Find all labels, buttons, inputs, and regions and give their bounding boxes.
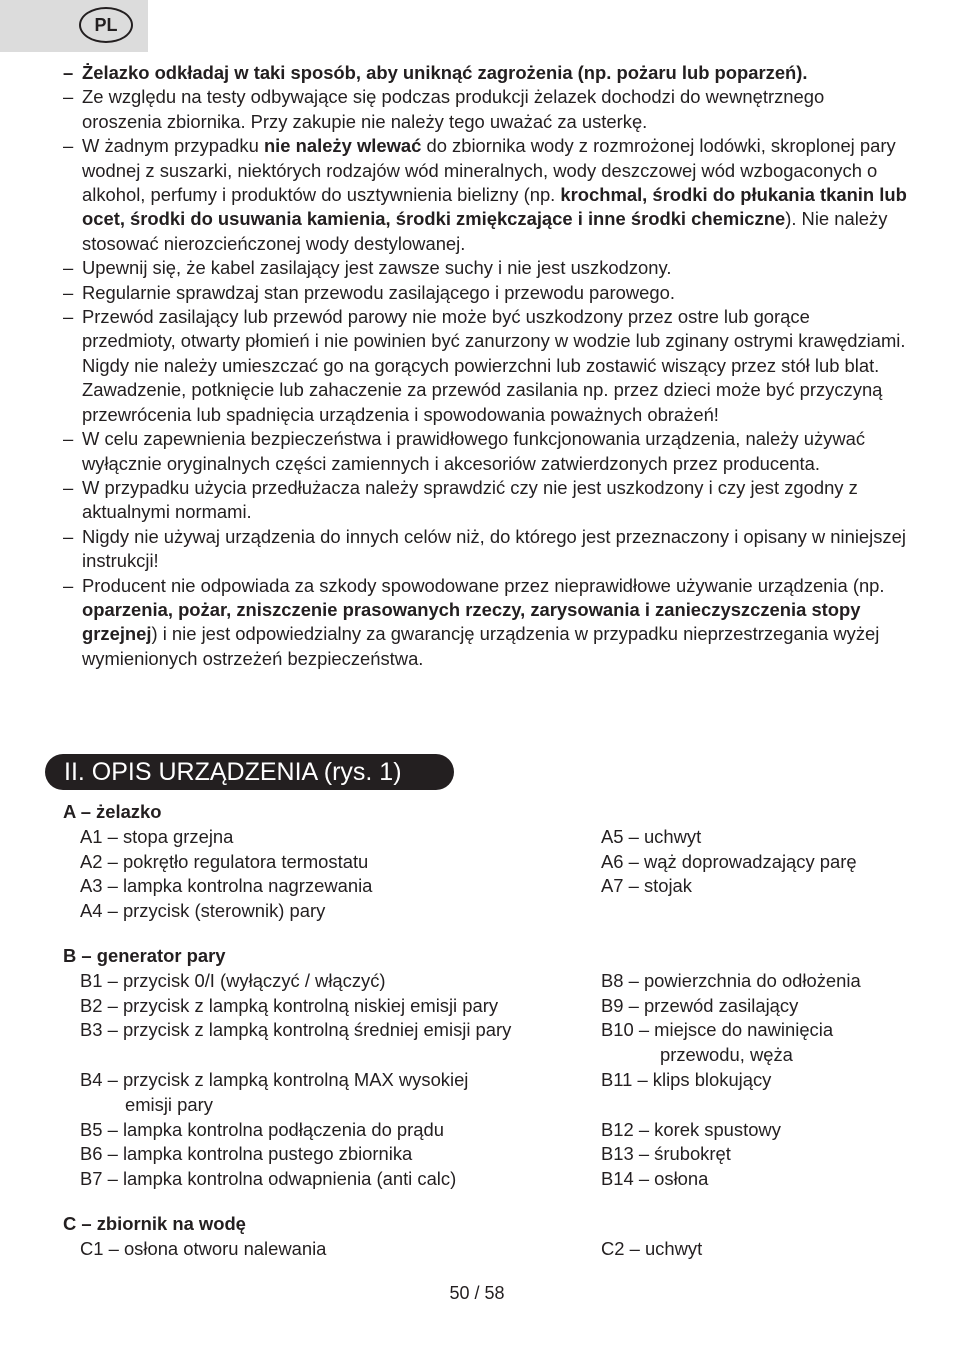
group-title: C – zbiornik na wodę: [63, 1212, 246, 1234]
warning-text: Producent nie odpowiada za szkody spowodowane przez nieprawidłowe używanie urządzenia (np.: [82, 574, 885, 596]
warning-text: Ze względu na testy odbywające się podczas produkcji żelazek dochodzi do wewnętrznego oroszenia zbiornika. Przy zakupie nie należy tego uważać za usterkę.: [82, 86, 825, 132]
part-item-left: [63, 1068, 583, 1118]
part-item-left: [63, 969, 583, 994]
warning-text: W przypadku użycia przedłużacza należy sprawdzić czy nie jest uszkodzony i czy jest zgodny z aktualnymi normami.: [82, 476, 858, 523]
part-label: A3 – lampka kontrolna nagrzewania: [80, 875, 373, 897]
part-item-left: [63, 1142, 583, 1167]
part-item-right: [583, 899, 913, 924]
part-label: B1 – przycisk 0/I (wyłączyć / włączyć): [80, 969, 386, 991]
part-row: [63, 1118, 913, 1143]
part-label: B11 – klips blokujący: [601, 1068, 772, 1090]
warning-text: ). Nie należy stosować nierozcieńczonej wody destylowanej.: [82, 208, 888, 254]
warning-text: Regularnie sprawdzaj stan przewodu zasilającego i przewodu parowego.: [82, 281, 675, 303]
part-row: [63, 850, 913, 875]
warning-item: [63, 476, 908, 525]
part-label: B5 – lampka kontrolna podłączenia do prądu: [80, 1118, 444, 1140]
part-label: A5 – uchwyt: [601, 825, 702, 847]
warning-text: Przewód zasilający lub przewód parowy nie może być uszkodzony przez ostre lub gorące przedmioty, otwarty płomień i nie powinien być zanurzony w wodzie lub zginany ostrymi krawędziami. Nigdy nie należy umieszczać go na gorących powierzchni lub zostawić wiszący przez stół lub blat. Zawadzenie, potknięcie lub zahaczenie za przewód zasilania np. przez dzieci może być przyczyną przewrócenia lub spadnięcia urządzenia i spowodowania poważnych obrażeń!: [82, 306, 906, 425]
part-label: B9 – przewód zasilający: [601, 994, 799, 1016]
warning-item: [63, 61, 908, 85]
part-row: [63, 899, 913, 924]
part-row: [63, 969, 913, 994]
bullet-dash: –: [63, 525, 74, 547]
part-label: B10 – miejsce do nawinięcia: [601, 1019, 834, 1041]
part-label: A1 – stopa grzejna: [80, 825, 234, 847]
safety-warnings-list: [63, 61, 908, 671]
part-item-left: [63, 825, 583, 850]
group-gap: [63, 1192, 913, 1212]
part-item-left: [63, 899, 583, 924]
warning-text: Nigdy nie używaj urządzenia do innych celów niż, do którego jest przeznaczony i opisany w niniejszej instrukcji!: [82, 525, 906, 572]
warning-item: [63, 574, 908, 672]
part-item-right: [583, 994, 913, 1019]
part-item-left: [63, 1167, 583, 1192]
warning-text: W celu zapewnienia bezpieczeństwa i prawidłowego funkcjonowania urządzenia, należy używać wyłącznie oryginalnych części zamiennych i akcesoriów zatwierdzonych przez producenta.: [82, 428, 866, 474]
part-label-continuation: przewodu, węża: [660, 1044, 793, 1066]
part-item-left: [63, 994, 583, 1019]
part-row: [63, 1142, 913, 1167]
part-row: [63, 874, 913, 899]
part-row: [63, 994, 913, 1019]
warning-item: [63, 256, 908, 280]
part-item-left: [63, 1118, 583, 1143]
language-badge: PL: [79, 7, 133, 43]
part-label: A2 – pokrętło regulatora termostatu: [80, 850, 369, 872]
part-item-right: [583, 1142, 913, 1167]
bullet-dash: –: [63, 62, 74, 83]
warning-item: [63, 427, 908, 476]
part-label: B2 – przycisk z lampką kontrolną niskiej emisji pary: [80, 994, 499, 1016]
part-item-right: [583, 1018, 913, 1068]
part-item-right: [583, 825, 913, 850]
warning-text-bold: oparzenia, pożar, zniszczenie prasowanych rzeczy, zarysowania i zanieczyszczenia stopy grzejnej: [82, 598, 861, 645]
bullet-dash: –: [63, 281, 74, 303]
part-item-left: [63, 874, 583, 899]
part-item-left: [63, 1018, 583, 1068]
part-item-right: [583, 850, 913, 875]
part-item-right: [583, 1237, 913, 1262]
warning-item: [63, 85, 908, 134]
part-label: B4 – przycisk z lampką kontrolną MAX wysokiej: [80, 1068, 469, 1090]
warning-text-bold: krochmal, środki do płukania tkanin lub ocet, środki do usuwania kamienia, środki zmiękczające i inne środki chemiczne: [82, 184, 907, 230]
part-row: [63, 825, 913, 850]
parts-list: [63, 800, 913, 1262]
group-title: B – generator pary: [63, 944, 226, 966]
warning-text-bold: nie należy wlewać: [263, 135, 422, 157]
warning-item: [63, 134, 908, 256]
part-label: B8 – powierzchnia do odłożenia: [601, 969, 861, 991]
group-title: A – żelazko: [63, 801, 162, 822]
part-row: [63, 1068, 913, 1118]
part-item-right: [583, 1118, 913, 1143]
part-row: [63, 1167, 913, 1192]
part-row: [63, 1018, 913, 1068]
warning-text-bold: Żelazko odkładaj w taki sposób, aby uniknąć zagrożenia (np. pożaru lub poparzeń).: [82, 62, 808, 83]
part-label: B13 – śrubokręt: [601, 1143, 731, 1165]
part-label: B6 – lampka kontrolna pustego zbiornika: [80, 1143, 413, 1165]
part-label: B3 – przycisk z lampką kontrolną średniej emisji pary: [80, 1019, 512, 1041]
bullet-dash: –: [63, 306, 74, 328]
warning-item: [63, 525, 908, 574]
part-label: B14 – osłona: [601, 1168, 709, 1190]
part-item-left: [63, 1237, 583, 1262]
bullet-dash: –: [63, 86, 74, 108]
warning-text: do zbiornika wody z rozmrożonej lodówki, skroplonej pary wodnej z suszarki, niektórych rodzajów wód mineralnych, wody deszczowej wód wzbogaconych o alkohol, perfumy i produktów do usztywnienia bielizny (np.: [82, 135, 896, 206]
part-label: A7 – stojak: [601, 875, 692, 897]
page-number: 50 / 58: [449, 1283, 505, 1303]
part-item-right: [583, 1167, 913, 1192]
warning-text: Upewnij się, że kabel zasilający jest zawsze suchy i nie jest uszkodzony.: [82, 257, 672, 279]
part-label: B12 – korek spustowy: [601, 1118, 781, 1140]
part-label: C2 – uchwyt: [601, 1237, 703, 1259]
warning-text: W żadnym przypadku: [82, 135, 264, 157]
bullet-dash: –: [63, 428, 74, 450]
warning-item: [63, 281, 908, 305]
warning-item: [63, 305, 908, 427]
warning-text: ) i nie jest odpowiedzialny za gwarancję urządzenia w przypadku nieprzestrzegania wyżej wymienionych ostrzeżeń bezpieczeństwa.: [82, 623, 880, 669]
part-label: A6 – wąż doprowadzający parę: [601, 850, 857, 872]
bullet-dash: –: [63, 574, 74, 596]
part-label: B7 – lampka kontrolna odwapnienia (anti calc): [80, 1168, 457, 1190]
part-item-left: [63, 850, 583, 875]
part-item-right: [583, 969, 913, 994]
part-row: [63, 1237, 913, 1262]
language-tab: [0, 0, 148, 52]
part-item-right: [583, 874, 913, 899]
bullet-dash: –: [63, 257, 74, 279]
part-label: A4 – przycisk (sterownik) pary: [80, 900, 326, 922]
bullet-dash: –: [63, 476, 74, 498]
part-label: C1 – osłona otworu nalewania: [80, 1237, 327, 1259]
section-heading: II. OPIS URZĄDZENIA (rys. 1): [45, 754, 454, 790]
part-item-right: [583, 1068, 913, 1118]
part-label-continuation: emisji pary: [125, 1093, 213, 1115]
bullet-dash: –: [63, 135, 74, 157]
group-gap: [63, 924, 913, 944]
